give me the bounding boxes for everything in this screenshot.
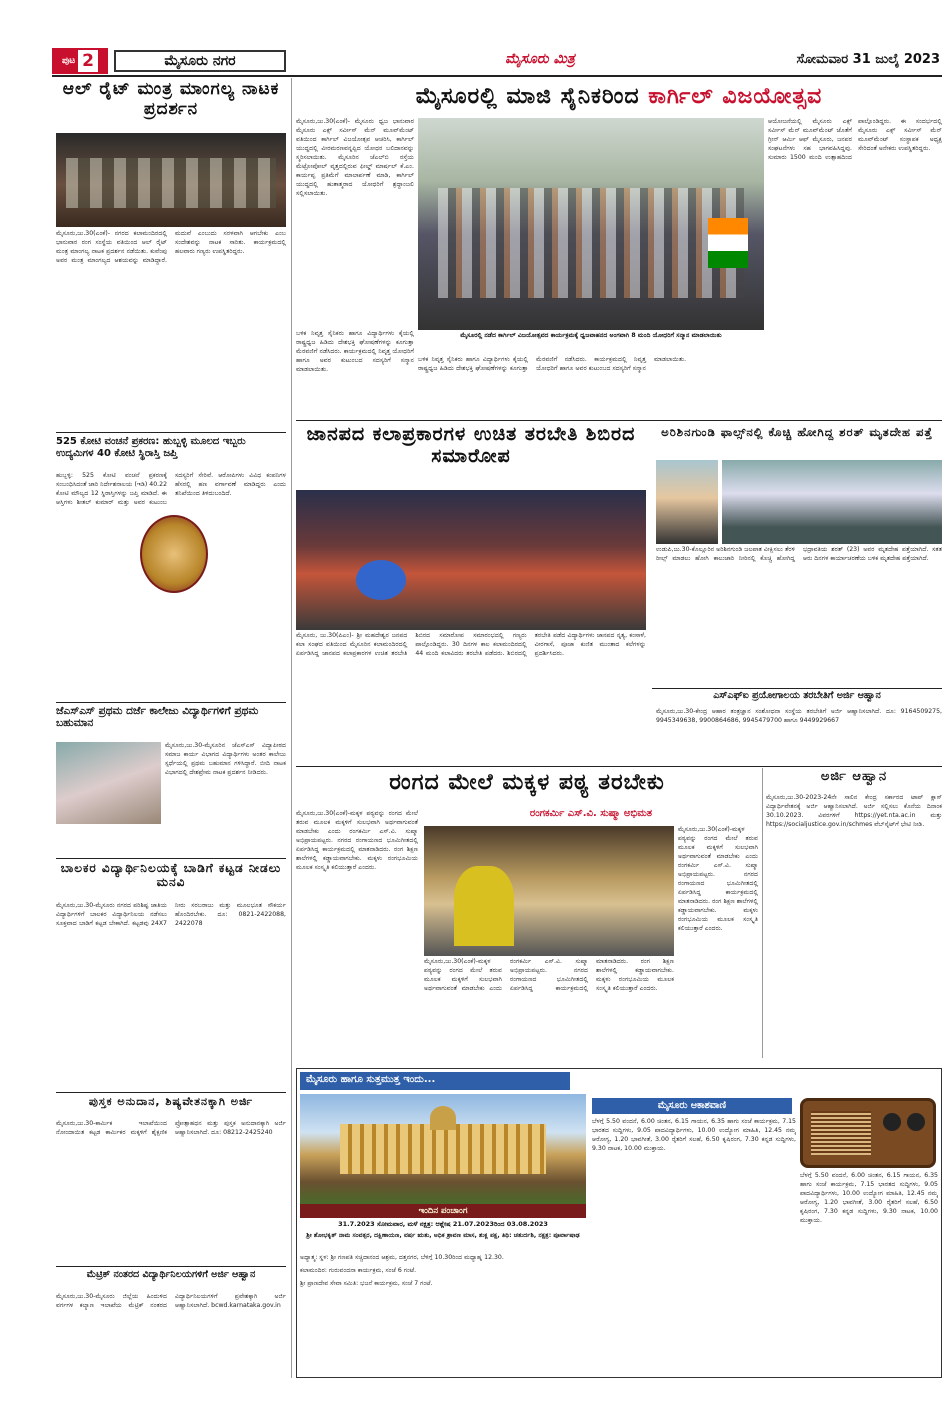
mid-story1-photo — [296, 490, 646, 630]
page-label: ಪುಟ — [61, 56, 76, 66]
mid-story4-subhead: ರಂಗಕರ್ಮಿ ಎಸ್.ವಿ. ಸುಷ್ಮಾ ಅಭಿಮತ — [529, 808, 653, 819]
divider — [56, 858, 286, 859]
mid-story3-headline: ಎಸ್‌ಎಫ್‌ಐ ಪ್ರಯೋಗಾಲಯ ತರಬೇತಿಗೆ ಅರ್ಜಿ ಆಹ್ವಾನ — [713, 691, 881, 701]
left-story1-headline: ಆಲ್ ರೈಟ್ ಮಂತ್ರ ಮಾಂಗಲ್ಯ ನಾಟಕ ಪ್ರದರ್ಶನ — [62, 80, 280, 119]
event-item: ಅಧ್ಯಾತ್ಮ: ಸ್ಥಳ: ಶ್ರೀ ಗಣಪತಿ ಸಚ್ಚಿದಾನಂದ ಆಶ್ರಮ, ದತ್ತನಗರ, ಬೆಳಿಗ್ಗೆ 10.30ರಿಂದ ಮಧ್ಯಾಹ್ನ 12.30. — [300, 1254, 504, 1261]
mid-story4-headline: ರಂಗದ ಮೇಲೆ ಮಕ್ಕಳ ಪಠ್ಯ ತರಬೇಕು — [389, 770, 665, 795]
left-story4-body: ಮೈಸೂರು,ಜು.30-ಮೈಸೂರು ನಗರದ ಪರಿಶಿಷ್ಟ ಜಾತಿಯ ವಿದ್ಯಾರ್ಥಿಗಳಿಗೆ ಬಾಲಕರ ವಿದ್ಯಾರ್ಥಿನಿಲಯ ನಡೆಸಲು ಸೂಕ್ತವಾದ ಬಾಡಿಗೆ ಕಟ್ಟಡ ಬೇಕಾಗಿದೆ. ಕಟ್ಟಡವು 24X7 ನೀರು ಸರಬರಾಜು ಮತ್ತು ಮೂಲಭೂತ ಸೌಕರ್ಯ ಹೊಂದಿರಬೇಕು. ದೂ: 0821-2422088, 2422078 — [56, 902, 286, 927]
event-item: ಕಲಾಮಂದಿರ: ಗುರುವಂದನಾ ಕಾರ್ಯಕ್ರಮ, ಸಂಜೆ 6 ಗಂಟೆ. — [300, 1266, 417, 1274]
main-body-mid: ಬಳಿಕ ನಿವೃತ್ತ ಸೈನಿಕರು ಹಾಗೂ ವಿದ್ಯಾರ್ಥಿಗಳು ಕೈಯಲ್ಲಿ ರಾಷ್ಟ್ರಧ್ವಜ ಹಿಡಿದು ದೇಶಭಕ್ತಿ ಘೋಷಣೆಗಳನ್ನು ಕೂಗುತ್ತಾ ಮೆರವಣಿಗೆ ನಡೆಸಿದರು. ಕಾರ್ಯಕ್ರಮದಲ್ಲಿ ನಿವೃತ್ತ ಯೋಧರಿಗೆ ಹಾಗೂ ಅವರ ಕುಟುಂಬದ ಸದಸ್ಯರಿಗೆ ಸನ್ಮಾನ ಮಾಡಲಾಯಿತು. — [418, 356, 687, 372]
column-divider — [291, 78, 292, 1378]
mid-story1-headline: ಜಾನಪದ ಕಲಾಪ್ರಕಾರಗಳ ಉಚಿತ ತರಬೇತಿ ಶಿಬಿರದ ಸಮಾರೋಪ — [306, 424, 636, 467]
left-story4-headline: ಬಾಲಕರ ವಿದ್ಯಾರ್ಥಿನಿಲಯಕ್ಕೆ ಬಾಡಿಗೆ ಕಟ್ಟಡ ನೀಡಲು ಮನವಿ — [60, 862, 282, 889]
divider — [296, 420, 942, 421]
left-story6-body: ಮೈಸೂರು,ಜು.30-ಮೈಸೂರು ಜಿಲ್ಲೆಯ ಹಿಂದುಳಿದ ವರ್ಗಗಳ ಕಲ್ಯಾಣ ಇಲಾಖೆಯ ಮೆಟ್ರಿಕ್ ನಂತರದ ವಿದ್ಯಾರ್ಥಿನಿಲಯಗಳಿಗೆ ಪ್ರವೇಶಕ್ಕಾಗಿ ಅರ್ಜಿ ಆಹ್ವಾನಿಸಲಾಗಿದೆ. bcwd.karnataka.gov.in — [56, 1293, 286, 1309]
header-rule — [52, 75, 942, 77]
mid-story4-body-right: ಮೈಸೂರು,ಜು.30(ಎಂಕೆ)-ಮಕ್ಕಳ ಪಠ್ಯವನ್ನು ರಂಗದ ಮೇಲೆ ತರುವ ಮೂಲಕ ಮಕ್ಕಳಿಗೆ ಸುಲಭವಾಗಿ ಅರ್ಥವಾಗುವಂತೆ ಮಾಡಬೇಕು ಎಂದು ರಂಗಕರ್ಮಿ ಎಸ್.ವಿ. ಸುಷ್ಮಾ ಅಭಿಪ್ರಾಯಪಟ್ಟರು. ನಗರದ ರಂಗಾಯಣದ ಭೂಮಿಗೀತದಲ್ಲಿ ಏರ್ಪಡಿಸಿದ್ದ ಕಾರ್ಯಕ್ರಮದಲ್ಲಿ ಮಾತನಾಡಿದರು. ರಂಗ ಶಿಕ್ಷಣ ಶಾಲೆಗಳಲ್ಲಿ ಕಡ್ಡಾಯವಾಗಬೇಕು. ಮಕ್ಕಳು ರಂಗಭೂಮಿಯ ಮೂಲಕ ಸಂಸ್ಕೃತಿ ಕಲಿಯುತ್ತಾರೆ ಎಂದರು. — [678, 826, 758, 932]
main-headline — [296, 80, 942, 114]
divider — [56, 702, 286, 703]
page-number: 2 — [78, 50, 98, 72]
main-body-left2: ಬಳಿಕ ನಿವೃತ್ತ ಸೈನಿಕರು ಹಾಗೂ ವಿದ್ಯಾರ್ಥಿಗಳು ಕೈಯಲ್ಲಿ ರಾಷ್ಟ್ರಧ್ವಜ ಹಿಡಿದು ದೇಶಭಕ್ತಿ ಘೋಷಣೆಗಳನ್ನು ಕೂಗುತ್ತಾ ಮೆರವಣಿಗೆ ನಡೆಸಿದರು. ಕಾರ್ಯಕ್ರಮದಲ್ಲಿ ನಿವೃತ್ತ ಯೋಧರಿಗೆ ಹಾಗೂ ಅವರ ಕುಟುಂಬದ ಸದಸ್ಯರಿಗೆ ಸನ್ಮಾನ ಮಾಡಲಾಯಿತು. — [296, 330, 414, 373]
main-headline-red: ಕಾರ್ಗಿಲ್ ವಿಜಯೋತ್ಸವ — [648, 84, 823, 109]
divider — [56, 432, 286, 433]
left-story2-headline: 525 ಕೋಟಿ ವಂಚನೆ ಪ್ರಕರಣ: ಹುಬ್ಬಳ್ಳಿ ಮೂಲದ ಇಬ್ಬರು ಉದ್ಯಮಿಗಳ 40 ಕೋಟಿ ಸ್ಥಿರಾಸ್ತಿ ಜಪ್ತಿ — [56, 436, 246, 459]
palace-photo — [300, 1094, 586, 1204]
events-list — [300, 1254, 586, 1374]
mid-story4-photo — [424, 826, 674, 956]
radio-header: ಮೈಸೂರು ಆಕಾಶವಾಣಿ — [592, 1098, 792, 1114]
page-badge — [52, 48, 108, 74]
left-story1-photo — [56, 133, 286, 227]
right-story-headline: ಅರ್ಜಿ ಆಹ್ವಾನ — [820, 770, 888, 784]
left-story6-headline: ಮೆಟ್ರಿಕ್ ನಂತರದ ವಿದ್ಯಾರ್ಥಿನಿಲಯಗಳಿಗೆ ಅರ್ಜಿ ಆಹ್ವಾನ — [86, 1270, 256, 1280]
left-story5-headline: ಪುಸ್ತಕ ಅನುದಾನ, ಶಿಷ್ಯವೇತನಕ್ಕಾಗಿ ಅರ್ಜಿ — [88, 1096, 254, 1108]
left-story1-body: ಮೈಸೂರು,ಜು.30(ಎಂಕೆ)- ನಗರದ ಕಲಾಮಂದಿರದಲ್ಲಿ ಭಾನುವಾರ ರಂಗ ಸಂಸ್ಥೆಯ ವತಿಯಿಂದ ಆಲ್ ರೈಟ್ ಮಂತ್ರ ಮಾಂಗಲ್ಯ ನಾಟಕ ಪ್ರದರ್ಶನ ನಡೆಯಿತು. ಕುವೆಂಪು ಅವರ ಮಂತ್ರ ಮಾಂಗಲ್ಯದ ಆಶಯವನ್ನು ಮಾಡಿದ್ದಾರೆ. ಮದುವೆ ಎಂಬುದು ಸರಳವಾಗಿ ಆಗಬೇಕು ಎಂಬ ಸಂದೇಶವನ್ನು ನಾಟಕ ಸಾರಿತು. ಕಾರ್ಯಕ್ರಮದಲ್ಲಿ ಹಲವಾರು ಗಣ್ಯರು ಉಪಸ್ಥಿತರಿದ್ದರು. — [56, 230, 286, 264]
mid-story2-headline: ಅರಿಶಿನಗುಂಡಿ ಫಾಲ್ಸ್‌ನಲ್ಲಿ ಕೊಚ್ಚಿ ಹೋಗಿದ್ದ ಶರತ್ ಮೃತದೇಹ ಪತ್ತೆ — [661, 426, 933, 439]
divider — [56, 1092, 286, 1093]
column-divider — [762, 768, 763, 1058]
section-name: ಮೈಸೂರು ನಗರ — [114, 50, 286, 72]
mid-story4-body-bottom: ಮೈಸೂರು,ಜು.30(ಎಂಕೆ)-ಮಕ್ಕಳ ಪಠ್ಯವನ್ನು ರಂಗದ ಮೇಲೆ ತರುವ ಮೂಲಕ ಮಕ್ಕಳಿಗೆ ಸುಲಭವಾಗಿ ಅರ್ಥವಾಗುವಂತೆ ಮಾಡಬೇಕು ಎಂದು ರಂಗಕರ್ಮಿ ಎಸ್.ವಿ. ಸುಷ್ಮಾ ಅಭಿಪ್ರಾಯಪಟ್ಟರು. ನಗರದ ರಂಗಾಯಣದ ಭೂಮಿಗೀತದಲ್ಲಿ ಏರ್ಪಡಿಸಿದ್ದ ಕಾರ್ಯಕ್ರಮದಲ್ಲಿ ಮಾತನಾಡಿದರು. ರಂಗ ಶಿಕ್ಷಣ ಶಾಲೆಗಳಲ್ಲಿ ಕಡ್ಡಾಯವಾಗಬೇಕು. ಮಕ್ಕಳು ರಂಗಭೂಮಿಯ ಮೂಲಕ ಸಂಸ್ಕೃತಿ ಕಲಿಯುತ್ತಾರೆ ಎಂದರು. — [424, 958, 674, 992]
panchang-detail: ಶ್ರೀ ಶೋಭಕೃತ್ ನಾಮ ಸಂವತ್ಸರ, ದಕ್ಷಿಣಾಯಣ, ವರ್ಷ ಋತು, ಅಧಿಕ ಶ್ರಾವಣ ಮಾಸ, ಶುಕ್ಲ ಪಕ್ಷ, ತಿಥಿ: ಚತುರ್ದಶಿ, ನಕ್ಷತ್ರ: ಪೂರ್ವಾಷಾಢ — [306, 1232, 580, 1239]
today-header: ಮೈಸೂರು ಹಾಗೂ ಸುತ್ತಮುತ್ತ ಇಂದು... — [300, 1072, 570, 1090]
divider — [296, 766, 942, 767]
masthead: ಮೈಸೂರು ಮಿತ್ರ — [505, 51, 575, 67]
mid-story1-body: ಮೈಸೂರು, ಜು.30(ಪಿಎಂ)- ಶ್ರೀ ಮಹದೇಶ್ವರ ಜನಪದ ಕಲಾ ಸಂಘದ ವತಿಯಿಂದ ಮೈಸೂರಿನ ಕಲಾಮಂದಿರದಲ್ಲಿ ಏರ್ಪಡಿಸಿದ್ದ ಜಾನಪದ ಕಲಾಪ್ರಕಾರಗಳ ಉಚಿತ ತರಬೇತಿ ಶಿಬಿರದ ಸಮಾರೋಪ ಸಮಾರಂಭದಲ್ಲಿ ಗಣ್ಯರು ಪಾಲ್ಗೊಂಡಿದ್ದರು. 30 ದಿನಗಳ ಕಾಲ ಕಲಾಮಂದಿರದಲ್ಲಿ 44 ಮಂದಿ ಕಲಾವಿದರು ತರಬೇತಿ ಪಡೆದರು. ಶಿಬಿರದಲ್ಲಿ ತರಬೇತಿ ಪಡೆದ ವಿದ್ಯಾರ್ಥಿಗಳು ಜಾನಪದ ನೃತ್ಯ, ಕಂಸಾಳೆ, ವೀರಗಾಸೆ, ಪೂಜಾ ಕುಣಿತ ಮುಂತಾದ ಕಲೆಗಳನ್ನು ಪ್ರದರ್ಶಿಸಿದರು. — [296, 632, 646, 657]
left-story3-body: ಮೈಸೂರು,ಜು.30-ಮೈಸೂರಿನ ಜೆಎಸ್‌ಎಸ್ ವಿದ್ಯಾಪೀಠದ ಸಮಾಜ ಕಾರ್ಯ ವಿಭಾಗದ ವಿದ್ಯಾರ್ಥಿಗಳು ಅಂತರ ಕಾಲೇಜು ಸ್ಪರ್ಧೆಯಲ್ಲಿ ಪ್ರಥಮ ಬಹುಮಾನ ಗಳಿಸಿದ್ದಾರೆ. ಬೀದಿ ನಾಟಕ ವಿಭಾಗದಲ್ಲಿ ದೇಶಪ್ರೇಮ ನಾಟಕ ಪ್ರದರ್ಶನ ನೀಡಿದರು. — [165, 742, 286, 776]
panchang-title: ಇಂದಿನ ಪಂಚಾಂಗ — [300, 1204, 586, 1218]
dateline: ಸೋಮವಾರ 31 ಜುಲೈ 2023 — [796, 52, 940, 67]
divider — [56, 1266, 286, 1267]
mid-story4-body-left: ಮೈಸೂರು,ಜು.30(ಎಂಕೆ)-ಮಕ್ಕಳ ಪಠ್ಯವನ್ನು ರಂಗದ ಮೇಲೆ ತರುವ ಮೂಲಕ ಮಕ್ಕಳಿಗೆ ಸುಲಭವಾಗಿ ಅರ್ಥವಾಗುವಂತೆ ಮಾಡಬೇಕು ಎಂದು ರಂಗಕರ್ಮಿ ಎಸ್.ವಿ. ಸುಷ್ಮಾ ಅಭಿಪ್ರಾಯಪಟ್ಟರು. ನಗರದ ರಂಗಾಯಣದ ಭೂಮಿಗೀತದಲ್ಲಿ ಏರ್ಪಡಿಸಿದ್ದ ಕಾರ್ಯಕ್ರಮದಲ್ಲಿ ಮಾತನಾಡಿದರು. ರಂಗ ಶಿಕ್ಷಣ ಶಾಲೆಗಳಲ್ಲಿ ಕಡ್ಡಾಯವಾಗಬೇಕು. ಮಕ್ಕಳು ರಂಗಭೂಮಿಯ ಮೂಲಕ ಸಂಸ್ಕೃತಿ ಕಲಿಯುತ್ತಾರೆ ಎಂದರು. — [296, 810, 418, 871]
left-story2-body: ಹುಬ್ಬಳ್ಳಿ: 525 ಕೋಟಿ ವಂಚನೆ ಪ್ರಕರಣಕ್ಕೆ ಸಂಬಂಧಿಸಿದಂತೆ ಜಾರಿ ನಿರ್ದೇಶನಾಲಯ (ಇಡಿ) 40.22 ಕೋಟಿ ಮೌಲ್ಯದ 12 ಸ್ಥಿರಾಸ್ತಿಗಳನ್ನು ಜಪ್ತಿ ಮಾಡಿದೆ. ಈ ಆಸ್ತಿಗಳು ಶೀತಲ್ ಕುಮಾರ್ ಮತ್ತು ಅವರ ಕುಟುಂಬ ಸದಸ್ಯರಿಗೆ ಸೇರಿವೆ. ಆರೋಪಿಗಳು ವಿವಿಧ ಕಂಪನಿಗಳ ಹೆಸರಲ್ಲಿ ಹಣ ವರ್ಗಾವಣೆ ಮಾಡಿದ್ದರು ಎಂದು ತನಿಖೆಯಿಂದ ತಿಳಿದುಬಂದಿದೆ. — [56, 472, 286, 506]
mid-story3-body: ಮೈಸೂರು,ಜು.30-ಕೇಂದ್ರ ಆಹಾರ ತಂತ್ರಜ್ಞಾನ ಸಂಶೋಧನಾ ಸಂಸ್ಥೆಯ ತರಬೇತಿಗೆ ಅರ್ಜಿ ಆಹ್ವಾನಿಸಲಾಗಿದೆ. ದೂ: 9164509275, 9945349638, 9900864686, 9945479700 ಹಾಗೂ 9449929667 — [656, 708, 942, 724]
left-story3-headline: ಜೆಎಸ್‌ಎಸ್ ಪ್ರಥಮ ದರ್ಜೆ ಕಾಲೇಜು ವಿದ್ಯಾರ್ಥಿಗಳಿಗೆ ಪ್ರಥಮ ಬಹುಮಾನ — [56, 705, 259, 730]
radio-icon — [800, 1098, 936, 1168]
event-item: ಶ್ರೀ ಪ್ರಾಣದೇವ ಸೇವಾ ಸಮಿತಿ: ಭಜನೆ ಕಾರ್ಯಕ್ರಮ, ಸಂಜೆ 7 ಗಂಟೆ. — [300, 1279, 433, 1287]
main-photo — [418, 118, 764, 330]
radio-body: ಬೆಳಗ್ಗೆ 5.50 ವಂದನೆ, 6.00 ಚಿಂತನ, 6.15 ಗಾಯನ, 6.35 ಹಾಗು ಸಂಜೆ ಕಾರ್ಯಕ್ರಮ, 7.15 ಭಾರತದ ಸುದ್ದಿಗಳು, 9.05 ಪಾದವಿದ್ಯಾರ್ಥಿಗಳು, 10.00 ಉದ್ಯೋಗ ಮಾಹಿತಿ, 12.45 ನಮ್ಮ ಆರೋಗ್ಯ, 1.20 ಭಾವಗೀತೆ, 3.00 ರೈತರಿಗೆ ಸಲಹೆ, 6.50 ಕೃಷಿರಂಗ, 7.30 ಕನ್ನಡ ಸುದ್ದಿಗಳು, 9.30 ನಾಟಕ, 10.00 ಮುಕ್ತಾಯ. — [592, 1118, 796, 1152]
left-story5-body: ಮೈಸೂರು,ಜು.30-ಕಾರ್ಮಿಕ ಇಲಾಖೆಯಿಂದ ನೋಂದಾಯಿತ ಕಟ್ಟಡ ಕಾರ್ಮಿಕರ ಮಕ್ಕಳಿಗೆ ಶೈಕ್ಷಣಿಕ ಪ್ರೋತ್ಸಾಹಧನ ಮತ್ತು ಪುಸ್ತಕ ಅನುದಾನಕ್ಕಾಗಿ ಅರ್ಜಿ ಆಹ್ವಾನಿಸಲಾಗಿದೆ. ದೂ: 08212-2425240 — [56, 1120, 286, 1136]
panchang-line: 31.7.2023 ಸೋಮವಾರ, ಮಳೆ ನಕ್ಷತ್ರ: ಆಶ್ಲೇಷ 21.07.2023ರಿಂದ 03.08.2023 — [338, 1220, 548, 1228]
radio-body-cont: ಬೆಳಗ್ಗೆ 5.50 ವಂದನೆ, 6.00 ಚಿಂತನ, 6.15 ಗಾಯನ, 6.35 ಹಾಗು ಸಂಜೆ ಕಾರ್ಯಕ್ರಮ, 7.15 ಭಾರತದ ಸುದ್ದಿಗಳು, 9.05 ಪಾದವಿದ್ಯಾರ್ಥಿಗಳು, 10.00 ಉದ್ಯೋಗ ಮಾಹಿತಿ, 12.45 ನಮ್ಮ ಆರೋಗ್ಯ, 1.20 ಭಾವಗೀತೆ, 3.00 ರೈತರಿಗೆ ಸಲಹೆ, 6.50 ಕೃಷಿರಂಗ, 7.30 ಕನ್ನಡ ಸುದ್ದಿಗಳು, 9.30 ನಾಟಕ, 10.00 ಮುಕ್ತಾಯ. — [800, 1172, 938, 1224]
main-photo-caption: ಮೈಸೂರಲ್ಲಿ ನಡೆದ ಕಾರ್ಗಿಲ್ ವಿಜಯೋತ್ಸವದ ಕಾರ್ಯಕ್ರಮಕ್ಕೆ ಧ್ವಜವಾಹನದ ಅಂಗವಾಗಿ 8 ಮಂದಿ ಯೋಧರಿಗೆ ಸನ್ಮಾನ ಮಾಡಲಾಯಿತು — [418, 330, 764, 354]
mid-story2-body: ಉಡುಪಿ,ಜು.30-ಕೊಲ್ಲೂರಿನ ಅರಿಶಿನಗುಂಡಿ ಜಲಪಾತ ವೀಕ್ಷಿಸಲು ತೆರಳಿ ರೀಲ್ಸ್ ಮಾಡಲು ಹೋಗಿ ಕಾಲುಜಾರಿ ನೀರಿನಲ್ಲಿ ಕೊಚ್ಚಿ ಹೋಗಿದ್ದ ಭದ್ರಾವತಿಯ ಶರತ್ (23) ಅವರ ಮೃತದೇಹ ಪತ್ತೆಯಾಗಿದೆ. ಸತತ ಆರು ದಿನಗಳ ಕಾರ್ಯಾಚರಣೆಯ ಬಳಿಕ ಮೃತದೇಹ ಪತ್ತೆಯಾಗಿದೆ. — [656, 546, 942, 562]
mid-story2-photo-falls — [722, 460, 942, 544]
divider — [652, 688, 942, 689]
main-body-left: ಮೈಸೂರು,ಜು.30(ಎಂಕೆ)- ಮೈಸೂರು ಧ್ವಜ ಭಾನುವಾರ ಮೈಸೂರು ಎಕ್ಸ್ ಸರ್ವೀಸ್ ಮೆನ್ ಮೂವ್‌ಮೆಂಟ್ ವತಿಯಿಂದ ಕಾರ್ಗಿಲ್ ವಿಜಯೋತ್ಸವ ಆಚರಿಸಿ, ಕಾರ್ಗಿಲ್ ಯುದ್ಧದಲ್ಲಿ ವೀರಮರಣವನ್ನಪ್ಪಿದ ಯೋಧರ ಬಲಿದಾನವನ್ನು ಸ್ಮರಿಸಲಾಯಿತು. ಮೈಸೂರಿನ ಜೆಎಲ್‌ಬಿ ರಸ್ತೆಯ ಮೆಟ್ರೋಪೋಲ್ ವೃತ್ತದಲ್ಲಿರುವ ಫೀಲ್ಡ್ ಮಾರ್ಷಲ್ ಕೆ.ಎಂ. ಕಾರ್ಯಪ್ಪ ಪ್ರತಿಮೆಗೆ ಮಾಲಾರ್ಪಣೆ ಮಾಡಿ, ಕಾರ್ಗಿಲ್ ಯುದ್ಧದಲ್ಲಿ ಹುತಾತ್ಮರಾದ ಯೋಧರಿಗೆ ಶ್ರದ್ಧಾಂಜಲಿ ಸಲ್ಲಿಸಲಾಯಿತು. — [296, 118, 414, 197]
mid-story2-photo-portrait — [656, 460, 718, 544]
left-story3-photo — [56, 742, 161, 824]
main-headline-black: ಮೈಸೂರಲ್ಲಿ ಮಾಜಿ ಸೈನಿಕರಿಂದ — [415, 84, 640, 109]
main-body-right: ಆಯೋಜನೆಯಲ್ಲಿ ಮೈಸೂರು ಎಕ್ಸ್ ಸರ್ವೀಸ್ ಮೆನ್ ಮೂವ್‌ಮೆಂಟ್ ಜೊತೆಗೆ ಗ್ರೀನ್ ಆರ್ಮಿ ಆಫ್ ಮೈಸೂರು, ಜನಪರ ಸಂಘಟನೆಗಳು ಸಹ ಭಾಗವಹಿಸಿದ್ದವು. ಸುಮಾರು 1500 ಮಂದಿ ಉತ್ಸಾಹದಿಂದ ಪಾಲ್ಗೊಂಡಿದ್ದರು. ಈ ಸಂದರ್ಭದಲ್ಲಿ ಮೈಸೂರು ಎಕ್ಸ್ ಸರ್ವೀಸ್ ಮೆನ್ ಮೂವ್‌ಮೆಂಟ್ ಸಂಸ್ಥಾಪಕ ಅಧ್ಯಕ್ಷ ಸೇರಿದಂತೆ ಅನೇಕರು ಉಪಸ್ಥಿತರಿದ್ದರು. — [768, 118, 942, 161]
right-story-body: ಮೈಸೂರು,ಜು.30-2023-24ನೇ ಸಾಲಿನ ಕೇಂದ್ರ ಸರ್ಕಾರದ ಟಾಪ್ ಕ್ಲಾಸ್ ವಿದ್ಯಾರ್ಥಿವೇತನಕ್ಕೆ ಅರ್ಜಿ ಆಹ್ವಾನಿಸಲಾಗಿದೆ. ಅರ್ಜಿ ಸಲ್ಲಿಸಲು ಕೊನೆಯ ದಿನಾಂಕ 30.10.2023. ವಿವರಗಳಿಗೆ https://yet.nta.ac.in ಮತ್ತು https://socialjustice.gov.in/schmes ವೆಬ್‌ಸೈಟ್‌ಗೆ ಭೇಟಿ ನೀಡಿ. — [766, 794, 942, 828]
